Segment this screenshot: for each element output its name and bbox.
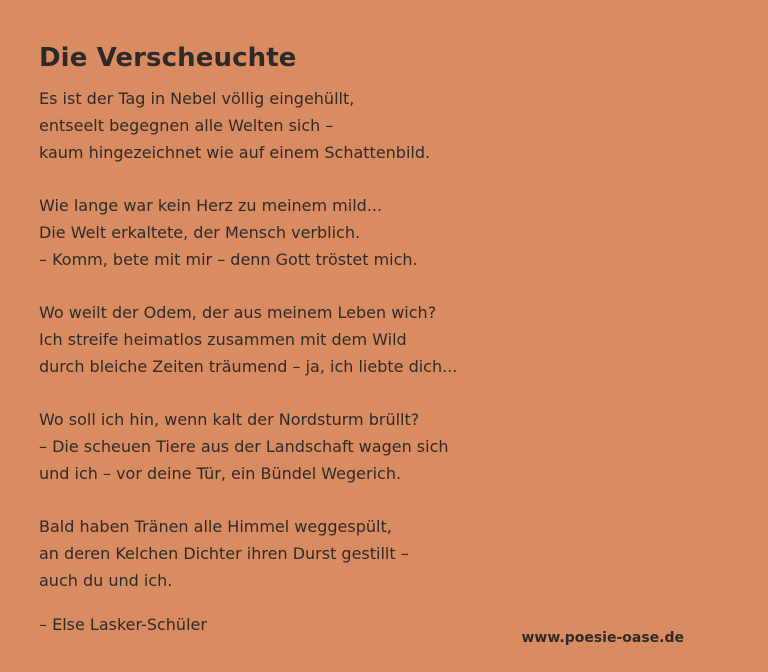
stanza-5 [39, 513, 719, 594]
website-url: www.poesie-oase.de [521, 630, 684, 646]
poem-line: Es ist der Tag in Nebel völlig eingehüllt, [39, 89, 355, 108]
poem-title: Die Verscheuchte [39, 43, 297, 73]
poem-line: durch bleiche Zeiten träumend – ja, ich liebte dich... [39, 357, 458, 376]
poem-card [39, 41, 719, 636]
poem-line: und ich – vor deine Tür, ein Bündel Wegerich. [39, 464, 402, 483]
poem-line: Die Welt erkaltete, der Mensch verblich. [39, 223, 361, 242]
stanza-3 [39, 299, 719, 380]
stanza-1 [39, 85, 719, 166]
poem-line: – Die scheuen Tiere aus der Landschaft wagen sich [39, 437, 449, 456]
poem-line: kaum hingezeichnet wie auf einem Schattenbild. [39, 143, 431, 162]
poem-line: Wo soll ich hin, wenn kalt der Nordsturm brüllt? [39, 410, 420, 429]
poem-line: Ich streife heimatlos zusammen mit dem Wild [39, 330, 407, 349]
poem-line: an deren Kelchen Dichter ihren Durst gestillt – [39, 544, 409, 563]
poem-line: Wie lange war kein Herz zu meinem mild... [39, 196, 383, 215]
stanza-4 [39, 406, 719, 487]
poem-line: entseelt begegnen alle Welten sich – [39, 116, 334, 135]
poem-line: Wo weilt der Odem, der aus meinem Leben wich? [39, 303, 437, 322]
poem-line: Bald haben Tränen alle Himmel weggespült, [39, 517, 392, 536]
poem-author: – Else Lasker-Schüler [39, 615, 207, 634]
stanza-2 [39, 192, 719, 273]
poem-line: auch du und ich. [39, 571, 173, 590]
poem-line: – Komm, bete mit mir – denn Gott tröstet mich. [39, 250, 418, 269]
